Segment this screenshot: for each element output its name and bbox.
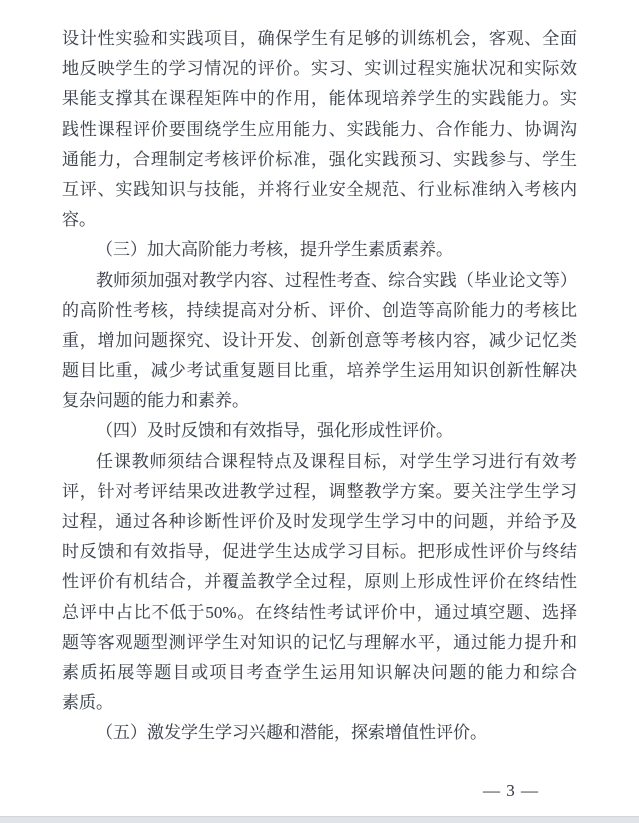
section-heading	[62, 416, 577, 446]
text-line: 评，针对考评结果改进教学过程，调整教学方案。要关注学生学习	[62, 481, 577, 501]
text-line: 性评价有机结合，并覆盖教学全过程，原则上形成性评价在终结性	[62, 572, 577, 592]
text-line: 总评中占比不低于50%。在终结性考试评价中，通过填空题、选择	[62, 602, 577, 622]
text-line: （四）及时反馈和有效指导，强化形成性评价。	[96, 421, 453, 441]
text-line: 设计性实验和实践项目，确保学生有足够的训练机会，客观、全面	[62, 29, 577, 48]
text-line: 重，增加问题探究、设计开发、创新创意等考核内容，减少记忆类	[62, 330, 577, 350]
text-line: 教师须加强对教学内容、过程性考查、综合实践（毕业论文等）	[96, 270, 577, 290]
text-line: 通能力，合理制定考核评价标准，强化实践预习、实践参与、学生	[62, 149, 577, 169]
section-heading	[62, 235, 577, 265]
text-line: 时反馈和有效指导，促进学生达成学习目标。把形成性评价与终结	[62, 542, 577, 562]
text-line: 践性课程评价要围绕学生应用能力、实践能力、合作能力、协调沟	[62, 119, 577, 139]
section-heading	[62, 718, 577, 748]
text-line: 的高阶性考核，持续提高对分析、评价、创造等高阶能力的考核比	[62, 300, 577, 320]
text-line: 容。	[62, 210, 96, 230]
paragraph	[62, 447, 577, 719]
text-line: 题等客观题型测评学生对知识的记忆与理解水平，通过能力提升和	[62, 632, 577, 652]
text-line: （三）加大高阶能力考核，提升学生素质素养。	[96, 240, 453, 260]
paragraph	[62, 24, 577, 235]
text-line: 复杂问题的能力和素养。	[62, 391, 249, 411]
text-line: 过程，通过各种诊断性评价及时发现学生学习中的问题，并给予及	[62, 512, 577, 531]
text-line: （五）激发学生学习兴趣和潜能，探索增值性评价。	[96, 723, 487, 743]
page-number: — 3 —	[483, 781, 539, 800]
text-line: 地反映学生的学习情况的评价。实习、实训过程实施状况和实际效	[62, 59, 577, 79]
text-line: 素质拓展等题目或项目考查学生运用知识解决问题的能力和综合	[62, 662, 577, 682]
text-line: 果能支撑其在课程矩阵中的作用，能体现培养学生的实践能力。实	[62, 89, 577, 109]
text-line: 互评、实践知识与技能，并将行业安全规范、行业标准纳入考核内	[62, 179, 577, 199]
text-line: 素质。	[62, 693, 113, 713]
document-body	[62, 24, 577, 749]
paragraph	[62, 266, 577, 417]
text-line: 题目比重，减少考试重复题目比重，培养学生运用知识创新性解决	[62, 361, 577, 381]
scan-edge-bar	[0, 816, 639, 823]
text-line: 任课教师须结合课程特点及课程目标，对学生学习进行有效考	[96, 451, 577, 471]
